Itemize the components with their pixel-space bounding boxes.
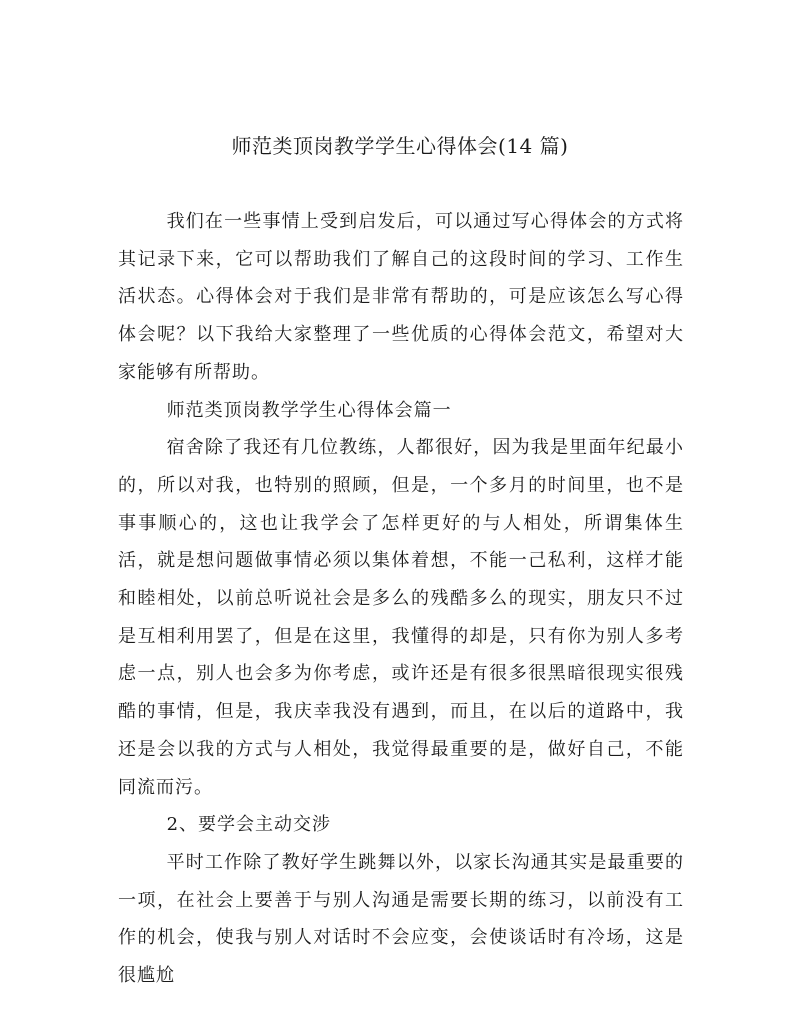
body-paragraph-2: 平时工作除了教好学生跳舞以外，以家长沟通其实是最重要的一项，在社会上要善于与别人沟通是需要长期的练习，以前没有工作的机会，使我与别人对话时不会应变，会使谈话时有冷场，这是很尴尬 bbox=[118, 851, 684, 987]
subheading-2: 2、要学会主动交涉 bbox=[166, 814, 332, 836]
intro-paragraph: 我们在一些事情上受到启发后，可以通过写心得体会的方式将其记录下来，它可以帮助我们了解自己的这段时间的学习、工作生活状态。心得体会对于我们是非常有帮助的，可是应该怎么写心得体会呢？以下我给大家整理了一些优质的心得体会范文，希望对大家能够有所帮助。 bbox=[118, 211, 684, 383]
document-title: 师范类顶岗教学学生心得体会(14 篇) bbox=[231, 134, 569, 158]
document-body bbox=[118, 203, 684, 995]
section-heading: 师范类顶岗教学学生心得体会篇一 bbox=[166, 399, 452, 421]
body-paragraph-1: 宿舍除了我还有几位教练，人都很好，因为我是里面年纪最小的，所以对我，也特别的照顾，但是，一个多月的时间里，也不是事事顺心的，这也让我学会了怎样更好的与人相处，所谓集体生活，就是想问题做事情必须以集体着想，不能一己私利，这样才能和睦相处，以前总听说社会是多么的残酷多么的现实，朋友只不过是互相利用罢了，但是在这里，我懂得的却是，只有你为别人多考虑一点，别人也会多为你考虑，或许还是有很多很黑暗很现实很残酷的事情，但是，我庆幸我没有遇到，而且，在以后的道路中，我还是会以我的方式与人相处，我觉得最重要的是，做好自己，不能同流而污。 bbox=[118, 437, 684, 798]
